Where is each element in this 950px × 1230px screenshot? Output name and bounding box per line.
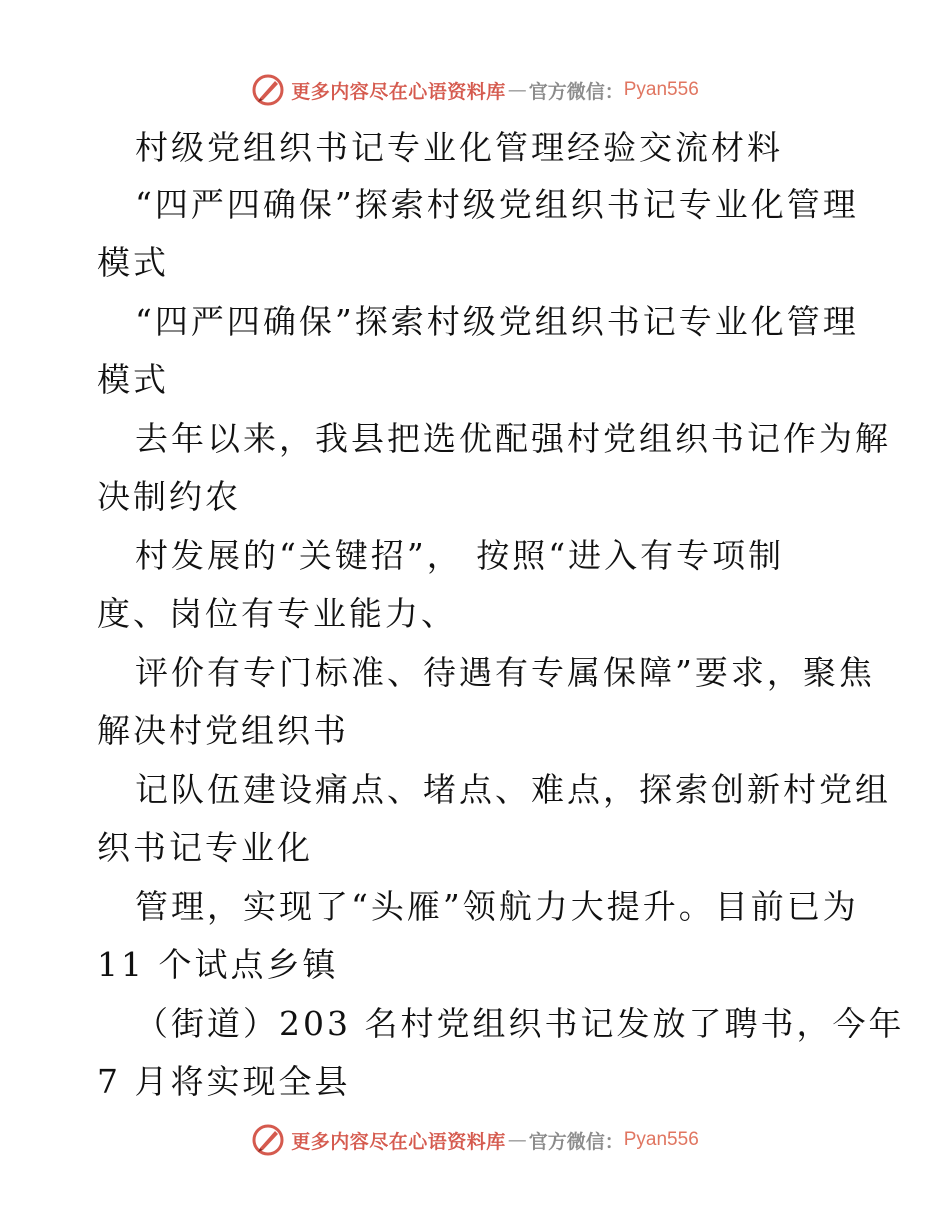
quill-seal-icon (251, 73, 285, 107)
document-line: 村发展的“关键招”， 按照“进入有专项制 (135, 536, 785, 575)
watermark-wechat-label: 官方微信： (528, 1130, 624, 1153)
document-title: 村级党组织书记专业化管理经验交流材料 (135, 128, 783, 167)
watermark-wechat-id: Pyan556 (623, 79, 699, 100)
footer-watermark (0, 1120, 950, 1160)
document-line: 模式 (97, 243, 169, 282)
document-line: 解决村党组织书 (97, 711, 349, 750)
document-line: 管理，实现了“头雁”领航力大提升。目前已为 (135, 887, 859, 926)
quill-seal-icon (251, 1123, 285, 1157)
document-line: “四严四确保”探索村级党组织书记专业化管理 (135, 185, 859, 224)
watermark-brand: 更多内容尽在心语资料库 (291, 1130, 506, 1153)
document-line: 11 个试点乡镇 (97, 945, 339, 984)
header-watermark (0, 70, 950, 110)
document-line: 织书记专业化 (97, 828, 313, 867)
document-line: “四严四确保”探索村级党组织书记专业化管理 (135, 302, 859, 341)
document-line: 度、岗位有专业能力、 (97, 594, 457, 633)
document-line: 决制约农 (97, 477, 241, 516)
watermark-brand: 更多内容尽在心语资料库 (291, 80, 506, 103)
document-line: （街道）203 名村党组织书记发放了聘书，今年 (135, 1004, 905, 1043)
watermark-separator: — (507, 79, 527, 101)
watermark-wechat-id: Pyan556 (623, 1129, 699, 1150)
watermark-separator: — (507, 1129, 527, 1151)
document-line: 记队伍建设痛点、堵点、难点，探索创新村党组 (135, 770, 891, 809)
document-line: 7 月将实现全县 (97, 1062, 351, 1101)
document-line: 评价有专门标准、待遇有专属保障”要求，聚焦 (135, 653, 875, 692)
document-line: 去年以来，我县把选优配强村党组织书记作为解 (135, 419, 891, 458)
watermark-wechat-label: 官方微信： (528, 80, 624, 103)
document-line: 模式 (97, 360, 169, 399)
